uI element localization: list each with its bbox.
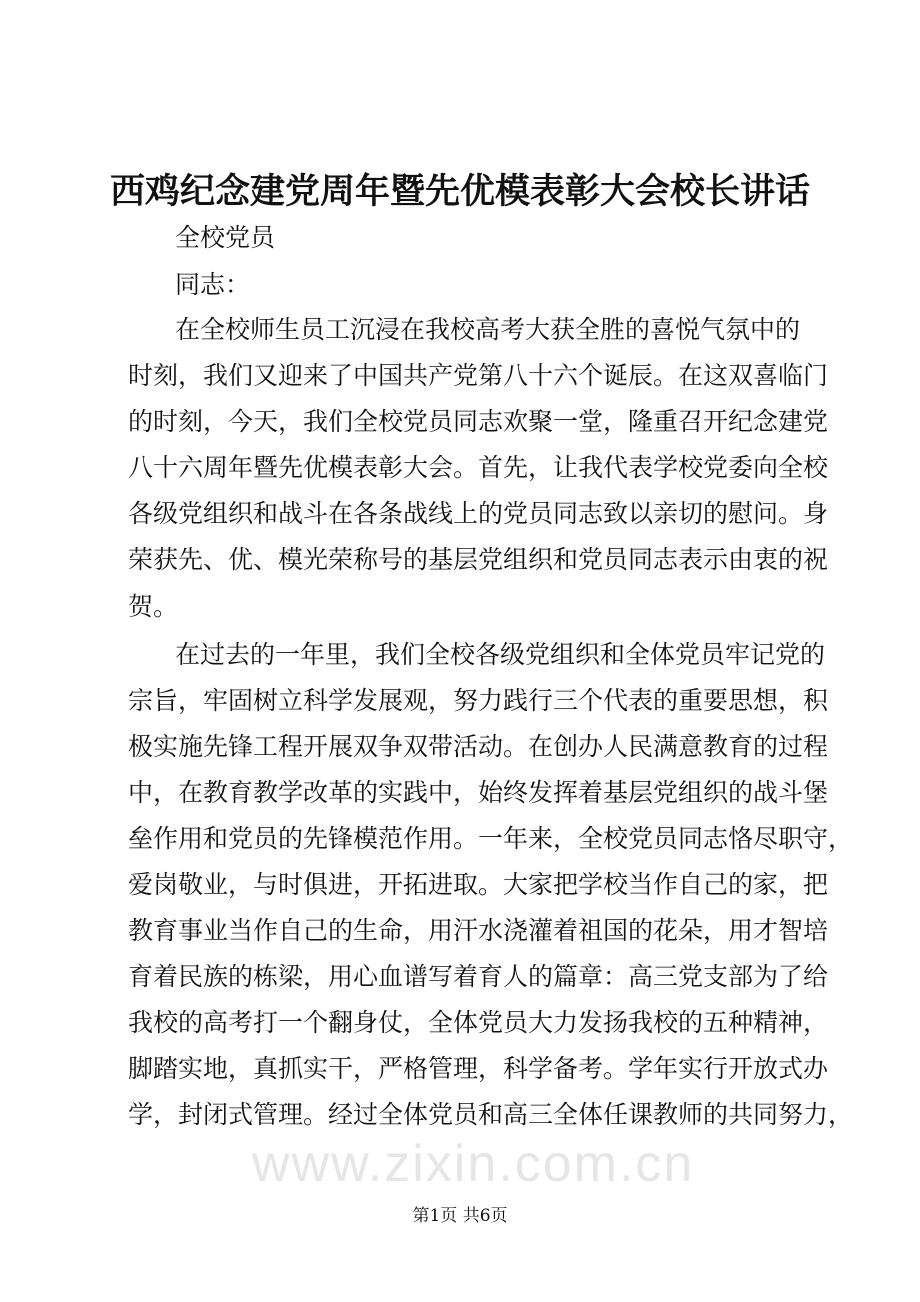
text-line: 我校的高考打一个翻身仗，全体党员大力发扬我校的五种精神， bbox=[128, 1008, 829, 1037]
salutation-line: 同志： bbox=[175, 270, 251, 299]
text-line: 各级党组织和战斗在各条战线上的党员同志致以亲切的慰问。身 bbox=[128, 499, 829, 528]
text-line: 时刻，我们又迎来了中国共产党第八十六个诞辰。在这双喜临门 bbox=[128, 361, 829, 390]
text-line: 学，封闭式管理。经过全体党员和高三全体任课教师的共同努力， bbox=[128, 1100, 854, 1129]
text-line: 贺。 bbox=[128, 592, 179, 621]
watermark: www.zixin.com.cn bbox=[252, 1135, 695, 1193]
document-title: 西鸡纪念建党周年暨先优模表彰大会校长讲话 bbox=[109, 171, 810, 212]
page-footer: 第1页 共6页 bbox=[412, 1206, 508, 1226]
text-line: 垒作用和党员的先锋模范作用。一年来，全校党员同志恪尽职守， bbox=[128, 824, 854, 853]
text-line: 极实施先锋工程开展双争双带活动。在创办人民满意教育的过程 bbox=[128, 732, 829, 761]
text-line: 育着民族的栋梁，用心血谱写着育人的篇章：高三党支部为了给 bbox=[128, 962, 829, 991]
text-line: 教育事业当作自己的生命，用汗水浇灌着祖国的花朵，用才智培 bbox=[128, 916, 829, 945]
text-line: 脚踏实地，真抓实干，严格管理，科学备考。学年实行开放式办 bbox=[128, 1054, 829, 1083]
salutation-line: 全校党员 bbox=[175, 223, 276, 252]
text-line: 在过去的一年里，我们全校各级党组织和全体党员牢记党的 bbox=[175, 640, 826, 669]
text-line: 的时刻，今天，我们全校党员同志欢聚一堂，隆重召开纪念建党 bbox=[128, 407, 829, 436]
text-line: 中，在教育教学改革的实践中，始终发挥着基层党组织的战斗堡 bbox=[128, 778, 829, 807]
text-line: 荣获先、优、模光荣称号的基层党组织和党员同志表示由衷的祝 bbox=[128, 545, 829, 574]
text-line: 八十六周年暨先优模表彰大会。首先，让我代表学校党委向全校 bbox=[128, 453, 829, 482]
text-line: 爱岗敬业，与时俱进，开拓进取。大家把学校当作自己的家，把 bbox=[128, 870, 829, 899]
text-line: 宗旨，牢固树立科学发展观，努力践行三个代表的重要思想，积 bbox=[128, 686, 829, 715]
text-line: 在全校师生员工沉浸在我校高考大获全胜的喜悦气氛中的 bbox=[175, 315, 801, 344]
